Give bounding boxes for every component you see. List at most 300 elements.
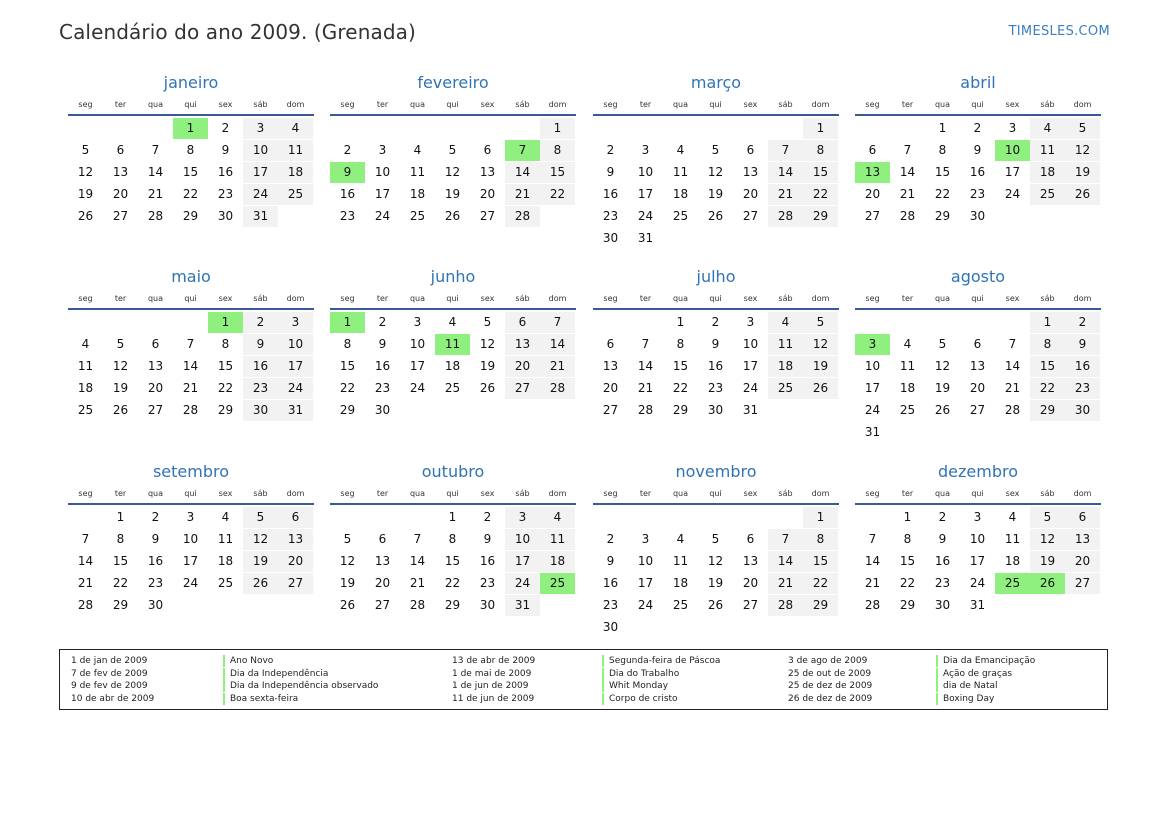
day-cell[interactable]: 10 <box>637 554 654 568</box>
day-cell[interactable]: 13 <box>147 359 164 373</box>
day-cell[interactable]: 23 <box>602 598 619 612</box>
day-cell[interactable]: 20 <box>479 187 496 201</box>
day-cell[interactable]: 19 <box>339 576 356 590</box>
day-cell[interactable]: 3 <box>243 118 278 139</box>
day-cell[interactable]: 7 <box>903 143 912 157</box>
holiday-day-cell[interactable]: 11 <box>435 334 470 355</box>
day-cell[interactable]: 9 <box>221 143 230 157</box>
day-cell[interactable]: 17 <box>637 187 654 201</box>
day-cell[interactable]: 10 <box>409 337 426 351</box>
holiday-day-cell[interactable]: 10 <box>995 140 1030 161</box>
day-cell[interactable]: 3 <box>1008 121 1017 135</box>
day-cell[interactable]: 2 <box>606 143 615 157</box>
day-cell[interactable]: 5 <box>116 337 125 351</box>
day-cell[interactable]: 26 <box>934 403 951 417</box>
day-cell[interactable]: 11 <box>899 359 916 373</box>
day-cell[interactable]: 21 <box>182 381 199 395</box>
day-cell[interactable]: 19 <box>934 381 951 395</box>
day-cell[interactable]: 23 <box>602 209 619 223</box>
day-cell[interactable]: 6 <box>116 143 125 157</box>
day-cell[interactable]: 3 <box>746 315 755 329</box>
day-cell[interactable]: 5 <box>448 143 457 157</box>
day-cell[interactable]: 25 <box>409 209 426 223</box>
day-cell[interactable]: 26 <box>444 209 461 223</box>
day-cell[interactable]: 5 <box>483 315 492 329</box>
day-cell[interactable]: 3 <box>505 507 540 528</box>
day-cell[interactable]: 26 <box>1065 184 1100 205</box>
day-cell[interactable]: 9 <box>711 337 720 351</box>
day-cell[interactable]: 25 <box>444 381 461 395</box>
day-cell[interactable]: 22 <box>112 576 129 590</box>
day-cell[interactable]: 27 <box>147 403 164 417</box>
day-cell[interactable]: 9 <box>151 532 160 546</box>
day-cell[interactable]: 31 <box>505 595 540 616</box>
day-cell[interactable]: 11 <box>217 532 234 546</box>
day-cell[interactable]: 21 <box>899 187 916 201</box>
day-cell[interactable]: 11 <box>672 554 689 568</box>
day-cell[interactable]: 23 <box>374 381 391 395</box>
day-cell[interactable]: 9 <box>483 532 492 546</box>
day-cell[interactable]: 11 <box>77 359 94 373</box>
day-cell[interactable]: 18 <box>1030 162 1065 183</box>
day-cell[interactable]: 1 <box>116 510 125 524</box>
day-cell[interactable]: 29 <box>339 403 356 417</box>
day-cell[interactable]: 1 <box>676 315 685 329</box>
day-cell[interactable]: 5 <box>1065 118 1100 139</box>
day-cell[interactable]: 23 <box>969 187 986 201</box>
day-cell[interactable]: 21 <box>147 187 164 201</box>
day-cell[interactable]: 25 <box>77 403 94 417</box>
day-cell[interactable]: 21 <box>540 356 575 377</box>
day-cell[interactable]: 2 <box>1065 312 1100 333</box>
day-cell[interactable]: 21 <box>864 576 881 590</box>
day-cell[interactable]: 8 <box>1030 334 1065 355</box>
day-cell[interactable]: 4 <box>676 532 685 546</box>
day-cell[interactable]: 6 <box>483 143 492 157</box>
day-cell[interactable]: 27 <box>374 598 391 612</box>
day-cell[interactable]: 6 <box>1065 507 1100 528</box>
day-cell[interactable]: 12 <box>934 359 951 373</box>
day-cell[interactable]: 31 <box>243 206 278 227</box>
day-cell[interactable]: 30 <box>602 231 619 245</box>
day-cell[interactable]: 14 <box>1004 359 1021 373</box>
day-cell[interactable]: 25 <box>1030 184 1065 205</box>
day-cell[interactable]: 29 <box>934 209 951 223</box>
day-cell[interactable]: 10 <box>374 165 391 179</box>
day-cell[interactable]: 29 <box>803 206 838 227</box>
day-cell[interactable]: 29 <box>182 209 199 223</box>
day-cell[interactable]: 26 <box>707 209 724 223</box>
day-cell[interactable]: 20 <box>505 356 540 377</box>
day-cell[interactable]: 30 <box>217 209 234 223</box>
day-cell[interactable]: 15 <box>182 165 199 179</box>
day-cell[interactable]: 4 <box>278 118 313 139</box>
day-cell[interactable]: 14 <box>864 554 881 568</box>
day-cell[interactable]: 17 <box>637 576 654 590</box>
day-cell[interactable]: 5 <box>803 312 838 333</box>
day-cell[interactable]: 6 <box>151 337 160 351</box>
day-cell[interactable]: 15 <box>803 162 838 183</box>
day-cell[interactable]: 18 <box>444 359 461 373</box>
day-cell[interactable]: 5 <box>711 532 720 546</box>
day-cell[interactable]: 26 <box>339 598 356 612</box>
day-cell[interactable]: 30 <box>243 400 278 421</box>
day-cell[interactable]: 14 <box>505 162 540 183</box>
day-cell[interactable]: 24 <box>1004 187 1021 201</box>
day-cell[interactable]: 27 <box>602 403 619 417</box>
day-cell[interactable]: 15 <box>803 551 838 572</box>
day-cell[interactable]: 9 <box>378 337 387 351</box>
day-cell[interactable]: 8 <box>540 140 575 161</box>
day-cell[interactable]: 17 <box>278 356 313 377</box>
day-cell[interactable]: 16 <box>602 576 619 590</box>
day-cell[interactable]: 14 <box>637 359 654 373</box>
day-cell[interactable]: 30 <box>969 209 986 223</box>
day-cell[interactable]: 14 <box>899 165 916 179</box>
day-cell[interactable]: 1 <box>803 118 838 139</box>
day-cell[interactable]: 3 <box>186 510 195 524</box>
day-cell[interactable]: 17 <box>864 381 881 395</box>
day-cell[interactable]: 23 <box>707 381 724 395</box>
day-cell[interactable]: 12 <box>479 337 496 351</box>
day-cell[interactable]: 22 <box>934 187 951 201</box>
day-cell[interactable]: 28 <box>1004 403 1021 417</box>
day-cell[interactable]: 8 <box>116 532 125 546</box>
day-cell[interactable]: 22 <box>540 184 575 205</box>
day-cell[interactable]: 30 <box>479 598 496 612</box>
day-cell[interactable]: 12 <box>1065 140 1100 161</box>
day-cell[interactable]: 16 <box>339 187 356 201</box>
day-cell[interactable]: 30 <box>934 598 951 612</box>
day-cell[interactable]: 18 <box>672 187 689 201</box>
day-cell[interactable]: 5 <box>938 337 947 351</box>
day-cell[interactable]: 7 <box>413 532 422 546</box>
day-cell[interactable]: 9 <box>1065 334 1100 355</box>
day-cell[interactable]: 20 <box>602 381 619 395</box>
day-cell[interactable]: 7 <box>540 312 575 333</box>
day-cell[interactable]: 4 <box>448 315 457 329</box>
day-cell[interactable]: 25 <box>768 378 803 399</box>
day-cell[interactable]: 4 <box>1008 510 1017 524</box>
day-cell[interactable]: 14 <box>147 165 164 179</box>
day-cell[interactable]: 6 <box>746 532 755 546</box>
day-cell[interactable]: 19 <box>479 359 496 373</box>
day-cell[interactable]: 12 <box>243 529 278 550</box>
day-cell[interactable]: 11 <box>672 165 689 179</box>
day-cell[interactable]: 23 <box>243 378 278 399</box>
day-cell[interactable]: 5 <box>243 507 278 528</box>
day-cell[interactable]: 24 <box>505 573 540 594</box>
day-cell[interactable]: 4 <box>676 143 685 157</box>
day-cell[interactable]: 31 <box>864 425 881 439</box>
day-cell[interactable]: 8 <box>448 532 457 546</box>
day-cell[interactable]: 18 <box>217 554 234 568</box>
day-cell[interactable]: 8 <box>221 337 230 351</box>
day-cell[interactable]: 2 <box>973 121 982 135</box>
day-cell[interactable]: 4 <box>540 507 575 528</box>
day-cell[interactable]: 15 <box>444 554 461 568</box>
day-cell[interactable]: 6 <box>868 143 877 157</box>
day-cell[interactable]: 3 <box>378 143 387 157</box>
day-cell[interactable]: 27 <box>864 209 881 223</box>
day-cell[interactable]: 14 <box>768 162 803 183</box>
day-cell[interactable]: 11 <box>1004 532 1021 546</box>
day-cell[interactable]: 12 <box>1030 529 1065 550</box>
day-cell[interactable]: 9 <box>606 554 615 568</box>
day-cell[interactable]: 22 <box>803 184 838 205</box>
day-cell[interactable]: 8 <box>676 337 685 351</box>
day-cell[interactable]: 27 <box>742 209 759 223</box>
day-cell[interactable]: 5 <box>711 143 720 157</box>
day-cell[interactable]: 6 <box>606 337 615 351</box>
day-cell[interactable]: 27 <box>742 598 759 612</box>
day-cell[interactable]: 20 <box>742 187 759 201</box>
day-cell[interactable]: 19 <box>1065 162 1100 183</box>
day-cell[interactable]: 4 <box>221 510 230 524</box>
day-cell[interactable]: 12 <box>707 554 724 568</box>
day-cell[interactable]: 24 <box>278 378 313 399</box>
day-cell[interactable]: 2 <box>151 510 160 524</box>
day-cell[interactable]: 30 <box>147 598 164 612</box>
day-cell[interactable]: 12 <box>339 554 356 568</box>
day-cell[interactable]: 12 <box>112 359 129 373</box>
day-cell[interactable]: 13 <box>742 165 759 179</box>
day-cell[interactable]: 20 <box>742 576 759 590</box>
day-cell[interactable]: 2 <box>711 315 720 329</box>
day-cell[interactable]: 25 <box>278 184 313 205</box>
day-cell[interactable]: 11 <box>1030 140 1065 161</box>
day-cell[interactable]: 10 <box>864 359 881 373</box>
day-cell[interactable]: 24 <box>969 576 986 590</box>
day-cell[interactable]: 16 <box>479 554 496 568</box>
day-cell[interactable]: 22 <box>1030 378 1065 399</box>
day-cell[interactable]: 19 <box>803 356 838 377</box>
day-cell[interactable]: 2 <box>221 121 230 135</box>
day-cell[interactable]: 14 <box>540 334 575 355</box>
day-cell[interactable]: 20 <box>112 187 129 201</box>
day-cell[interactable]: 24 <box>637 598 654 612</box>
day-cell[interactable]: 26 <box>479 381 496 395</box>
day-cell[interactable]: 13 <box>742 554 759 568</box>
day-cell[interactable]: 7 <box>641 337 650 351</box>
day-cell[interactable]: 27 <box>505 378 540 399</box>
day-cell[interactable]: 1 <box>1030 312 1065 333</box>
day-cell[interactable]: 15 <box>899 554 916 568</box>
day-cell[interactable]: 25 <box>672 598 689 612</box>
day-cell[interactable]: 6 <box>378 532 387 546</box>
day-cell[interactable]: 28 <box>540 378 575 399</box>
day-cell[interactable]: 4 <box>1030 118 1065 139</box>
holiday-day-cell[interactable]: 26 <box>1030 573 1065 594</box>
day-cell[interactable]: 13 <box>278 529 313 550</box>
day-cell[interactable]: 13 <box>602 359 619 373</box>
day-cell[interactable]: 20 <box>969 381 986 395</box>
day-cell[interactable]: 10 <box>505 529 540 550</box>
day-cell[interactable]: 24 <box>374 209 391 223</box>
day-cell[interactable]: 3 <box>641 143 650 157</box>
day-cell[interactable]: 23 <box>217 187 234 201</box>
day-cell[interactable]: 15 <box>217 359 234 373</box>
day-cell[interactable]: 8 <box>938 143 947 157</box>
day-cell[interactable]: 25 <box>899 403 916 417</box>
day-cell[interactable]: 18 <box>1004 554 1021 568</box>
day-cell[interactable]: 17 <box>243 162 278 183</box>
day-cell[interactable]: 31 <box>969 598 986 612</box>
day-cell[interactable]: 17 <box>182 554 199 568</box>
day-cell[interactable]: 27 <box>479 209 496 223</box>
day-cell[interactable]: 1 <box>903 510 912 524</box>
day-cell[interactable]: 10 <box>278 334 313 355</box>
day-cell[interactable]: 24 <box>409 381 426 395</box>
day-cell[interactable]: 21 <box>505 184 540 205</box>
day-cell[interactable]: 7 <box>768 529 803 550</box>
day-cell[interactable]: 29 <box>112 598 129 612</box>
day-cell[interactable]: 25 <box>217 576 234 590</box>
day-cell[interactable]: 25 <box>672 209 689 223</box>
day-cell[interactable]: 28 <box>77 598 94 612</box>
day-cell[interactable]: 19 <box>1030 551 1065 572</box>
day-cell[interactable]: 16 <box>147 554 164 568</box>
day-cell[interactable]: 29 <box>672 403 689 417</box>
day-cell[interactable]: 12 <box>444 165 461 179</box>
day-cell[interactable]: 18 <box>278 162 313 183</box>
day-cell[interactable]: 20 <box>1065 551 1100 572</box>
day-cell[interactable]: 28 <box>505 206 540 227</box>
holiday-day-cell[interactable]: 13 <box>855 162 890 183</box>
day-cell[interactable]: 23 <box>147 576 164 590</box>
day-cell[interactable]: 27 <box>969 403 986 417</box>
day-cell[interactable]: 17 <box>969 554 986 568</box>
day-cell[interactable]: 2 <box>483 510 492 524</box>
day-cell[interactable]: 11 <box>768 334 803 355</box>
day-cell[interactable]: 16 <box>602 187 619 201</box>
day-cell[interactable]: 4 <box>413 143 422 157</box>
day-cell[interactable]: 15 <box>934 165 951 179</box>
day-cell[interactable]: 24 <box>864 403 881 417</box>
day-cell[interactable]: 6 <box>278 507 313 528</box>
day-cell[interactable]: 22 <box>444 576 461 590</box>
day-cell[interactable]: 24 <box>742 381 759 395</box>
day-cell[interactable]: 9 <box>973 143 982 157</box>
day-cell[interactable]: 24 <box>182 576 199 590</box>
day-cell[interactable]: 8 <box>186 143 195 157</box>
day-cell[interactable]: 30 <box>374 403 391 417</box>
day-cell[interactable]: 4 <box>903 337 912 351</box>
day-cell[interactable]: 19 <box>77 187 94 201</box>
day-cell[interactable]: 7 <box>768 140 803 161</box>
day-cell[interactable]: 10 <box>182 532 199 546</box>
day-cell[interactable]: 16 <box>243 356 278 377</box>
day-cell[interactable]: 10 <box>637 165 654 179</box>
day-cell[interactable]: 14 <box>77 554 94 568</box>
day-cell[interactable]: 24 <box>637 209 654 223</box>
day-cell[interactable]: 8 <box>903 532 912 546</box>
holiday-day-cell[interactable]: 1 <box>208 312 243 333</box>
day-cell[interactable]: 16 <box>969 165 986 179</box>
day-cell[interactable]: 8 <box>803 529 838 550</box>
day-cell[interactable]: 5 <box>1030 507 1065 528</box>
brand-link[interactable]: TIMESLES.COM <box>1008 24 1110 39</box>
day-cell[interactable]: 5 <box>81 143 90 157</box>
day-cell[interactable]: 17 <box>1004 165 1021 179</box>
day-cell[interactable]: 14 <box>182 359 199 373</box>
day-cell[interactable]: 2 <box>243 312 278 333</box>
day-cell[interactable]: 2 <box>343 143 352 157</box>
day-cell[interactable]: 7 <box>151 143 160 157</box>
day-cell[interactable]: 3 <box>278 312 313 333</box>
day-cell[interactable]: 18 <box>899 381 916 395</box>
day-cell[interactable]: 23 <box>339 209 356 223</box>
day-cell[interactable]: 23 <box>1065 378 1100 399</box>
day-cell[interactable]: 21 <box>77 576 94 590</box>
day-cell[interactable]: 12 <box>707 165 724 179</box>
day-cell[interactable]: 16 <box>374 359 391 373</box>
day-cell[interactable]: 28 <box>409 598 426 612</box>
day-cell[interactable]: 21 <box>637 381 654 395</box>
day-cell[interactable]: 20 <box>374 576 391 590</box>
day-cell[interactable]: 13 <box>969 359 986 373</box>
day-cell[interactable]: 12 <box>77 165 94 179</box>
day-cell[interactable]: 26 <box>243 573 278 594</box>
day-cell[interactable]: 22 <box>672 381 689 395</box>
day-cell[interactable]: 27 <box>1065 573 1100 594</box>
day-cell[interactable]: 4 <box>768 312 803 333</box>
day-cell[interactable]: 16 <box>217 165 234 179</box>
day-cell[interactable]: 2 <box>606 532 615 546</box>
day-cell[interactable]: 14 <box>768 551 803 572</box>
day-cell[interactable]: 21 <box>1004 381 1021 395</box>
day-cell[interactable]: 10 <box>243 140 278 161</box>
day-cell[interactable]: 13 <box>374 554 391 568</box>
day-cell[interactable]: 29 <box>803 595 838 616</box>
day-cell[interactable]: 12 <box>803 334 838 355</box>
day-cell[interactable]: 18 <box>77 381 94 395</box>
day-cell[interactable]: 28 <box>637 403 654 417</box>
day-cell[interactable]: 19 <box>707 576 724 590</box>
day-cell[interactable]: 16 <box>1065 356 1100 377</box>
day-cell[interactable]: 28 <box>147 209 164 223</box>
day-cell[interactable]: 18 <box>409 187 426 201</box>
holiday-day-cell[interactable]: 9 <box>330 162 365 183</box>
day-cell[interactable]: 28 <box>768 595 803 616</box>
day-cell[interactable]: 2 <box>938 510 947 524</box>
day-cell[interactable]: 20 <box>864 187 881 201</box>
day-cell[interactable]: 17 <box>374 187 391 201</box>
day-cell[interactable]: 6 <box>746 143 755 157</box>
day-cell[interactable]: 1 <box>540 118 575 139</box>
day-cell[interactable]: 10 <box>742 337 759 351</box>
day-cell[interactable]: 15 <box>339 359 356 373</box>
day-cell[interactable]: 11 <box>409 165 426 179</box>
day-cell[interactable]: 19 <box>112 381 129 395</box>
day-cell[interactable]: 9 <box>243 334 278 355</box>
day-cell[interactable]: 15 <box>1030 356 1065 377</box>
day-cell[interactable]: 16 <box>707 359 724 373</box>
day-cell[interactable]: 16 <box>934 554 951 568</box>
day-cell[interactable]: 28 <box>182 403 199 417</box>
day-cell[interactable]: 30 <box>602 620 619 634</box>
day-cell[interactable]: 31 <box>637 231 654 245</box>
day-cell[interactable]: 6 <box>973 337 982 351</box>
day-cell[interactable]: 31 <box>278 400 313 421</box>
day-cell[interactable]: 29 <box>444 598 461 612</box>
day-cell[interactable]: 20 <box>147 381 164 395</box>
day-cell[interactable]: 21 <box>768 573 803 594</box>
day-cell[interactable]: 11 <box>278 140 313 161</box>
day-cell[interactable]: 19 <box>444 187 461 201</box>
day-cell[interactable]: 1 <box>448 510 457 524</box>
day-cell[interactable]: 17 <box>742 359 759 373</box>
